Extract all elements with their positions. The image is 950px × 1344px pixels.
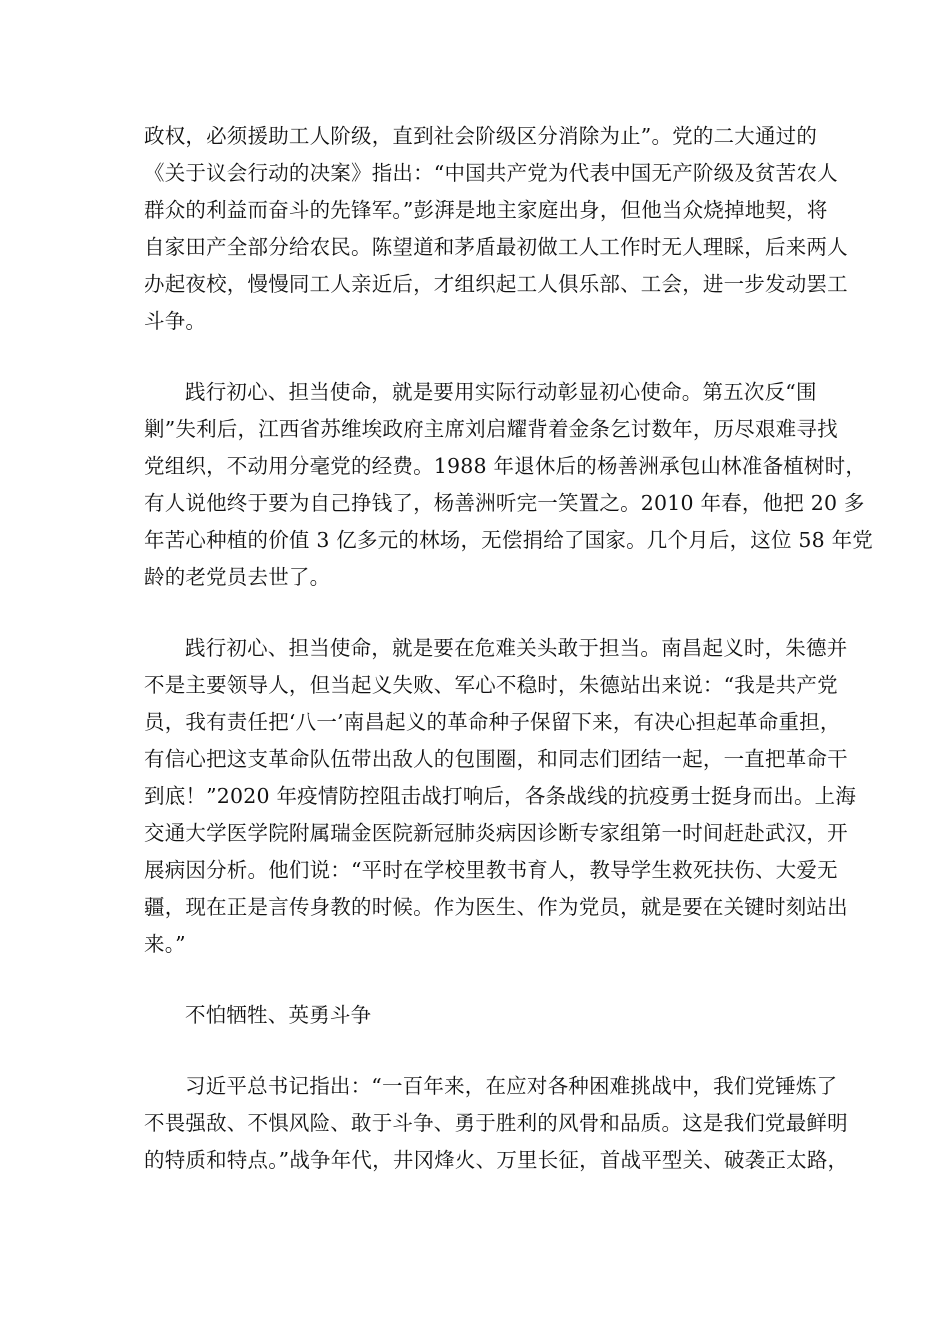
text-line: 疆，现在正是言传身教的时候。作为医生、作为党员，就是要在关键时刻站出 — [144, 895, 848, 919]
text-line: 政权，必须援助工人阶级，直到社会阶级区分消除为止”。党的二大通过的 — [144, 124, 818, 148]
text-line: 习近平总书记指出：“一百年来，在应对各种困难挑战中，我们党锤炼了 — [185, 1074, 838, 1098]
text-line: 群众的利益而奋斗的先锋军。”彭湃是地主家庭出身，但他当众烧掉地契，将 — [144, 198, 828, 222]
paragraph-4 — [144, 1068, 849, 1179]
text-line: 践行初心、担当使命，就是要用实际行动彰显初心使命。第五次反“围 — [185, 380, 817, 404]
paragraph-2 — [144, 374, 873, 596]
text-line: 有人说他终于要为自己挣钱了，杨善洲听完一笑置之。2010 年春，他把 20 多 — [144, 491, 865, 515]
text-line: 办起夜校，慢慢同工人亲近后，才组织起工人俱乐部、工会，进一步发动罢工 — [144, 272, 848, 296]
text-line: 龄的老党员去世了。 — [144, 565, 331, 589]
text-line: 到底！”2020 年疫情防控阻击战打响后，各条战线的抗疫勇士挺身而出。上海 — [144, 784, 857, 808]
text-line: 自家田产全部分给农民。陈望道和茅盾最初做工人工作时无人理睬，后来两人 — [144, 235, 848, 259]
text-line: 剿”失利后，江西省苏维埃政府主席刘启耀背着金条乞讨数年，历尽艰难寻找 — [144, 417, 838, 441]
text-line: 年苦心种植的价值 3 亿多元的林场，无偿捐给了国家。几个月后，这位 58 年党 — [144, 528, 873, 552]
text-line: 不畏强敌、不惧风险、敢于斗争、勇于胜利的风骨和品质。这是我们党最鲜明 — [144, 1111, 848, 1135]
section-heading: 不怕牺牲、英勇斗争 — [185, 1003, 372, 1027]
paragraph-1 — [144, 118, 848, 340]
text-line: 有信心把这支革命队伍带出敌人的包围圈，和同志们团结一起，一直把革命干 — [144, 747, 848, 771]
text-line: 《关于议会行动的决案》指出：“中国共产党为代表中国无产阶级及贫苦农人 — [144, 161, 838, 185]
text-line: 斗争。 — [144, 309, 207, 333]
text-line: 展病因分析。他们说：“平时在学校里教书育人，教导学生救死扶伤、大爱无 — [144, 858, 838, 882]
text-line: 党组织，不动用分毫党的经费。1988 年退休后的杨善洲承包山林准备植树时， — [144, 454, 867, 478]
text-line: 员，我有责任把‘八一’南昌起义的革命种子保留下来，有决心担起革命重担， — [144, 710, 841, 734]
text-line: 不是主要领导人，但当起义失败、军心不稳时，朱德站出来说：“我是共产党 — [144, 673, 838, 697]
text-line: 践行初心、担当使命，就是要在危难关头敢于担当。南昌起义时，朱德并 — [185, 636, 848, 660]
paragraph-3 — [144, 630, 857, 963]
text-line: 交通大学医学院附属瑞金医院新冠肺炎病因诊断专家组第一时间赶赴武汉，开 — [144, 821, 848, 845]
text-line: 来。” — [144, 932, 186, 956]
document-page — [144, 118, 873, 1213]
text-line: 的特质和特点。”战争年代，井冈烽火、万里长征，首战平型关、破袭正太路， — [144, 1148, 849, 1172]
